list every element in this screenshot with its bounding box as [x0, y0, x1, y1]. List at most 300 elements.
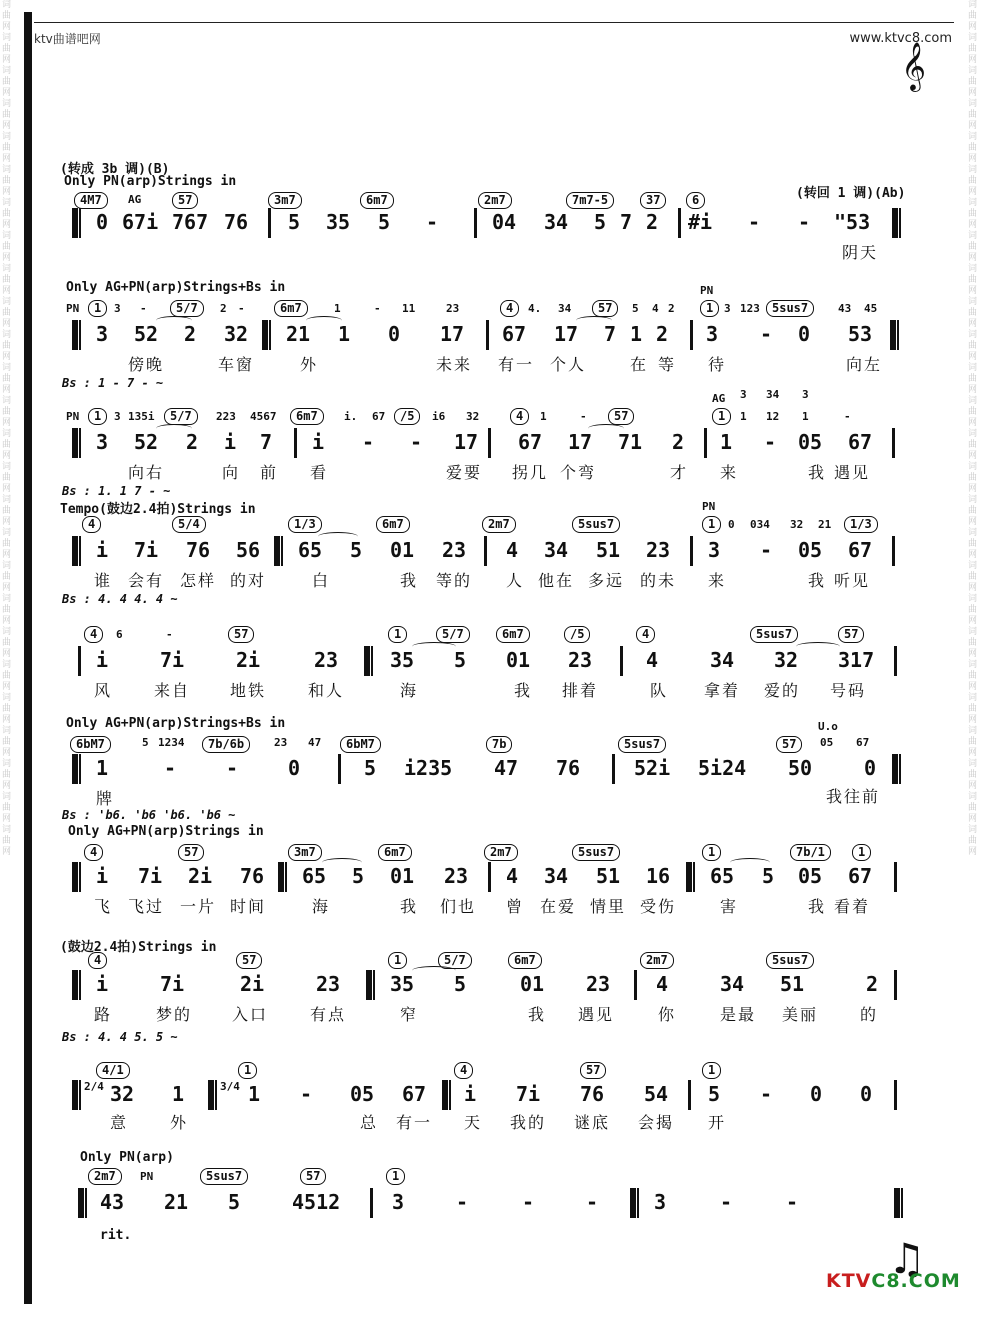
- note: 5: [352, 864, 365, 888]
- note: 7i: [134, 538, 159, 562]
- note: 3: [392, 1190, 405, 1214]
- lyric: 怎样: [180, 571, 217, 590]
- barline: [892, 536, 895, 566]
- note: 23: [316, 972, 341, 996]
- lyric: 在爱: [540, 897, 577, 916]
- note: 5: [364, 756, 377, 780]
- bass-line: Bs : 4. 4 5. 5 ~: [62, 1030, 178, 1044]
- note: 5: [350, 538, 363, 562]
- note: 17: [454, 430, 479, 454]
- note: 67: [402, 1082, 427, 1106]
- chord: 5sus7: [200, 1168, 248, 1185]
- cue-instruments: (鼓边2.4拍)Strings in: [60, 940, 217, 955]
- chord: 2m7: [484, 844, 518, 861]
- chord: 2m7: [640, 952, 674, 969]
- lyric: 的对: [230, 571, 267, 590]
- lyric: 的未: [640, 571, 677, 590]
- note: 5: [762, 864, 775, 888]
- note: i: [96, 648, 109, 672]
- note: 23: [442, 538, 467, 562]
- chord: 4: [84, 844, 103, 861]
- note: 67: [518, 430, 543, 454]
- chord: 1: [712, 408, 731, 425]
- lyric: 路: [94, 1005, 113, 1024]
- note: 76: [556, 756, 581, 780]
- tie: [306, 316, 342, 325]
- lyric: 会有: [128, 571, 165, 590]
- note: 3: [708, 538, 721, 562]
- accomp-figure: 23: [446, 302, 460, 315]
- note: 35: [390, 972, 415, 996]
- lyric: 排着: [562, 681, 599, 700]
- section-barline: [208, 1080, 217, 1110]
- barline: [690, 536, 693, 566]
- accomp-figure: -: [844, 410, 851, 423]
- lyric: 来自: [154, 681, 191, 700]
- chord: 57: [178, 844, 204, 861]
- chord-tag: AG: [128, 193, 142, 206]
- note: 04: [492, 210, 517, 234]
- note: -: [164, 756, 177, 780]
- section-barline: [78, 1188, 87, 1218]
- lyric: 阴天: [842, 243, 879, 262]
- chord-tag: AG: [712, 392, 726, 405]
- bass-line: Bs : 1 - 7 - ~: [62, 376, 164, 390]
- chord: 1: [700, 300, 719, 317]
- note: 23: [568, 648, 593, 672]
- barline: [894, 862, 897, 892]
- lyric: 我: [528, 1005, 547, 1024]
- accomp-figure: 3: [802, 388, 809, 401]
- barline: [620, 646, 623, 676]
- note: 3: [654, 1190, 667, 1214]
- lyric: 外: [170, 1113, 189, 1132]
- chord: 4: [636, 626, 655, 643]
- barline: [338, 754, 341, 784]
- accomp-figure: 32: [790, 518, 804, 531]
- note: #i: [688, 210, 713, 234]
- chord: 6bM7: [340, 736, 381, 753]
- chord: 7b/6b: [202, 736, 250, 753]
- lyric: 爱的: [764, 681, 801, 700]
- lyric: 前: [260, 463, 279, 482]
- barline: [678, 208, 681, 238]
- note: 52: [134, 430, 159, 454]
- note: 53: [848, 322, 873, 346]
- barline: [892, 428, 895, 458]
- note: 51: [780, 972, 805, 996]
- accomp-figure: 45: [864, 302, 878, 315]
- note: 76: [240, 864, 265, 888]
- lyric: 听见: [834, 571, 871, 590]
- note: 50: [788, 756, 813, 780]
- lyric: 未来: [436, 355, 473, 374]
- accomp-figure: 1: [802, 410, 809, 423]
- lyric: 等的: [436, 571, 473, 590]
- note: 34: [720, 972, 745, 996]
- note: 767: [172, 210, 209, 234]
- accomp-figure: 3: [724, 302, 731, 315]
- lyric: 总: [360, 1113, 379, 1132]
- chord: 57: [228, 626, 254, 643]
- lyric: 拿着: [704, 681, 741, 700]
- lyric: 会揭: [638, 1113, 675, 1132]
- accomp-figure: 34: [558, 302, 572, 315]
- chord: 57: [172, 192, 198, 209]
- lyric: 是最: [720, 1005, 757, 1024]
- note: 2: [184, 322, 197, 346]
- note: 3: [706, 322, 719, 346]
- tie: [412, 642, 456, 651]
- lyric: 入口: [232, 1005, 269, 1024]
- cue-key-return: (转回 1 调)(Ab): [796, 186, 906, 201]
- barline: [488, 428, 491, 458]
- lyric: 傍晚: [128, 355, 165, 374]
- cue-key-change: (转成 3b 调)(B): [60, 162, 170, 177]
- barline: [894, 970, 897, 1000]
- lyric: 看: [310, 463, 329, 482]
- note: 0: [810, 1082, 823, 1106]
- accomp-figure: 1: [334, 302, 341, 315]
- accomp-figure: 12: [766, 410, 780, 423]
- lyric: 我: [400, 897, 419, 916]
- lyric: 向右: [128, 463, 165, 482]
- chord: 1: [88, 408, 107, 425]
- section-barline: [274, 536, 283, 566]
- barline: [370, 1188, 373, 1218]
- bass-line: Bs : 1. 1 7 - ~: [62, 484, 171, 498]
- section-barline: [366, 970, 375, 1000]
- accomp-figure: 05: [820, 736, 834, 749]
- note: 0: [860, 1082, 873, 1106]
- chord: 4: [88, 952, 107, 969]
- note: 16: [646, 864, 671, 888]
- note: 2: [672, 430, 685, 454]
- lyric: 海: [400, 681, 419, 700]
- accomp-figure: -: [580, 410, 587, 423]
- accomp-figure: 5: [632, 302, 639, 315]
- chord: 2m7: [478, 192, 512, 209]
- note: 65: [298, 538, 323, 562]
- note: 2: [656, 322, 669, 346]
- barline: [484, 536, 487, 566]
- note: 0: [864, 756, 877, 780]
- accomp-figure: 47: [308, 736, 322, 749]
- lyric: 队: [650, 681, 669, 700]
- note: 01: [520, 972, 545, 996]
- note: i: [96, 864, 109, 888]
- music-note-icon: ♫: [888, 1234, 926, 1283]
- chord: 3m7: [268, 192, 302, 209]
- lyric: 等: [658, 355, 677, 374]
- note: 4512: [292, 1190, 341, 1214]
- note: 1: [338, 322, 351, 346]
- note: 4: [506, 538, 519, 562]
- lyric: 号码: [830, 681, 867, 700]
- note: i: [96, 538, 109, 562]
- tie: [156, 424, 192, 433]
- accomp-figure: 0: [728, 518, 735, 531]
- note: -: [426, 210, 439, 234]
- lyric: 才: [670, 463, 689, 482]
- chord: 5/7: [436, 626, 470, 643]
- chord: 57: [608, 408, 634, 425]
- barline: [690, 320, 693, 350]
- final-barline: [894, 1188, 903, 1218]
- note: 17: [554, 322, 579, 346]
- chord: 57: [580, 1062, 606, 1079]
- watermark-right: 词曲网词曲网词曲网词曲网词曲网词曲网词曲网词曲网词曲网词曲网词曲网词曲网词曲网词曲网词曲网词曲网词曲网词曲网词曲网词曲网词曲网词曲网词曲网词曲网词曲网词曲网: [968, 0, 978, 857]
- lyric: 多远: [588, 571, 625, 590]
- chord: 2m7: [88, 1168, 122, 1185]
- tie: [730, 858, 770, 867]
- section-barline: [72, 1080, 81, 1110]
- chord: 1: [702, 1062, 721, 1079]
- note: 54: [644, 1082, 669, 1106]
- note: 32: [774, 648, 799, 672]
- lyric: 我的: [510, 1113, 547, 1132]
- lyric: 和人: [308, 681, 345, 700]
- note: 01: [506, 648, 531, 672]
- section-barline: [442, 1080, 451, 1110]
- note: 34: [710, 648, 735, 672]
- section-barline: [364, 646, 373, 676]
- lyric: 情里: [590, 897, 627, 916]
- lyric: 窄: [400, 1005, 419, 1024]
- note: 51: [596, 864, 621, 888]
- chord: 57: [300, 1168, 326, 1185]
- time-signature: 3/4: [220, 1080, 240, 1093]
- chord: 6m7: [376, 516, 410, 533]
- tie: [796, 642, 840, 651]
- chord: 2m7: [482, 516, 516, 533]
- barline: [894, 646, 897, 676]
- watermark-left: 词曲网词曲网词曲网词曲网词曲网词曲网词曲网词曲网词曲网词曲网词曲网词曲网词曲网词曲网词曲网词曲网词曲网词曲网词曲网词曲网词曲网词曲网词曲网词曲网词曲网词曲网: [2, 0, 12, 857]
- note: 7i: [516, 1082, 541, 1106]
- note: 1: [248, 1082, 261, 1106]
- note: 67: [848, 864, 873, 888]
- section-barline: [890, 320, 899, 350]
- accomp-figure: i6: [432, 410, 446, 423]
- chord: 6m7: [496, 626, 530, 643]
- chord: 6m7: [378, 844, 412, 861]
- note: 23: [586, 972, 611, 996]
- note: -: [586, 1190, 599, 1214]
- note: 4: [506, 864, 519, 888]
- note: 5: [708, 1082, 721, 1106]
- note: 32: [224, 322, 249, 346]
- section-barline: [630, 1188, 639, 1218]
- note: 2i: [240, 972, 265, 996]
- lyric: 飞过: [128, 897, 165, 916]
- accomp-figure: 32: [466, 410, 480, 423]
- chord: 6m7: [360, 192, 394, 209]
- chord: 1: [702, 516, 721, 533]
- chord: /5: [394, 408, 420, 425]
- section-barline: [686, 862, 695, 892]
- lyric: 个人: [550, 355, 587, 374]
- note: 4: [656, 972, 669, 996]
- lyric: 我: [808, 571, 827, 590]
- treble-clef-icon: 𝄞: [901, 41, 926, 90]
- section-barline: [72, 862, 81, 892]
- accomp-figure: 034: [750, 518, 770, 531]
- note: -: [226, 756, 239, 780]
- note: 05: [798, 864, 823, 888]
- note: 7: [604, 322, 617, 346]
- note: 23: [444, 864, 469, 888]
- note: 21: [164, 1190, 189, 1214]
- note: 5: [288, 210, 301, 234]
- lyric: 有点: [310, 1005, 347, 1024]
- note: 65: [302, 864, 327, 888]
- note: 0: [798, 322, 811, 346]
- tie: [322, 858, 362, 867]
- chord: 6bM7: [70, 736, 111, 753]
- section-barline: [72, 754, 81, 784]
- cue-instruments: Only AG+PN(arp)Strings+Bs in: [66, 280, 286, 295]
- lyric: 们也: [440, 897, 477, 916]
- lyric: 向左: [846, 355, 883, 374]
- note: i: [96, 972, 109, 996]
- note: 1: [630, 322, 643, 346]
- chord: 4: [510, 408, 529, 425]
- accomp-figure: 5: [142, 736, 149, 749]
- section-barline: [262, 320, 271, 350]
- chord: 1: [238, 1062, 257, 1079]
- note: -: [748, 210, 761, 234]
- note: 2i: [188, 864, 213, 888]
- lyric: 美丽: [782, 1005, 819, 1024]
- tie: [412, 966, 456, 975]
- note: 2: [186, 430, 199, 454]
- section-barline: [72, 320, 81, 350]
- lyric: 遇见: [578, 1005, 615, 1024]
- note: 47: [494, 756, 519, 780]
- chord: 57: [776, 736, 802, 753]
- note: -: [522, 1190, 535, 1214]
- accomp-figure: 4: [652, 302, 659, 315]
- chord-tag: PN: [702, 500, 716, 513]
- lyric: 白: [312, 571, 331, 590]
- tie: [588, 424, 624, 433]
- chord: 1: [388, 952, 407, 969]
- cue-instruments: Only AG+PN(arp)Strings+Bs in: [66, 716, 286, 731]
- lyric: 地铁: [230, 681, 267, 700]
- chord: 5/4: [172, 516, 206, 533]
- note: 2: [646, 210, 659, 234]
- accomp-figure: 1: [740, 410, 747, 423]
- note: 01: [390, 864, 415, 888]
- accomp-figure: 34: [766, 388, 780, 401]
- lyric: 人: [506, 571, 525, 590]
- chord: 57: [838, 626, 864, 643]
- note: 67: [502, 322, 527, 346]
- chord: 1/3: [844, 516, 878, 533]
- cue-instruments: Only AG+PN(arp)Strings in: [68, 824, 264, 839]
- chord-tag: PN: [66, 302, 80, 315]
- tie: [318, 532, 358, 541]
- lyric: 遇见: [834, 463, 871, 482]
- lyric: 向: [222, 463, 241, 482]
- section-barline: [72, 428, 81, 458]
- chord: 4: [500, 300, 519, 317]
- lyric: 害: [720, 897, 739, 916]
- lyric: 待: [708, 355, 727, 374]
- note: 23: [646, 538, 671, 562]
- chord: 1/3: [288, 516, 322, 533]
- tie: [576, 316, 612, 325]
- chord: 1: [388, 626, 407, 643]
- accomp-figure: 21: [818, 518, 832, 531]
- note: i235: [404, 756, 453, 780]
- barline: [634, 970, 637, 1000]
- chord: 1: [386, 1168, 405, 1185]
- note: 52: [134, 322, 159, 346]
- note: 05: [798, 430, 823, 454]
- note: 34: [544, 538, 569, 562]
- chord: 5sus7: [572, 516, 620, 533]
- barline: [268, 208, 271, 238]
- lyric: 海: [312, 897, 331, 916]
- note: 7i: [160, 972, 185, 996]
- note: 0: [388, 322, 401, 346]
- note: 67: [848, 538, 873, 562]
- note: -: [760, 538, 773, 562]
- ktvc8-logo: KTVC8.COM: [826, 1270, 961, 1292]
- page-binding-edge: [24, 12, 32, 1304]
- accomp-figure: 123: [740, 302, 760, 315]
- chord: 4: [84, 626, 103, 643]
- note: -: [760, 1082, 773, 1106]
- chord: 6m7: [290, 408, 324, 425]
- barline: [894, 1080, 897, 1110]
- accomp-figure: 43: [838, 302, 852, 315]
- note: 35: [390, 648, 415, 672]
- lyric: 谁: [94, 571, 113, 590]
- note: 65: [710, 864, 735, 888]
- lyric: 看着: [834, 897, 871, 916]
- lyric: 风: [94, 681, 113, 700]
- accomp-figure: 6: [116, 628, 123, 641]
- lyric: 来: [720, 463, 739, 482]
- note: i: [312, 430, 325, 454]
- note: 7i: [138, 864, 163, 888]
- cue-instruments: Only PN(arp)Strings in: [64, 174, 237, 189]
- note: 05: [798, 538, 823, 562]
- bass-line: Bs : 'b6. 'b6 'b6. 'b6 ~: [62, 808, 236, 822]
- note: -: [300, 1082, 313, 1106]
- note: 35: [326, 210, 351, 234]
- chord: 1: [852, 844, 871, 861]
- lyric: 我: [514, 681, 533, 700]
- section-barline: [278, 862, 287, 892]
- note: -: [760, 322, 773, 346]
- accomp-figure: 67: [372, 410, 386, 423]
- lyric: 时间: [230, 897, 267, 916]
- chord: 4M7: [74, 192, 108, 209]
- section-barline: [892, 208, 901, 238]
- note: i: [224, 430, 237, 454]
- note: -: [764, 430, 777, 454]
- chord: 4/1: [96, 1062, 130, 1079]
- lyric: 谜底: [574, 1113, 611, 1132]
- lyric: 梦的: [156, 1005, 193, 1024]
- note: 0: [288, 756, 301, 780]
- accomp-figure: -: [166, 628, 173, 641]
- chord: 7b/1: [790, 844, 831, 861]
- chord: 5/7: [164, 408, 198, 425]
